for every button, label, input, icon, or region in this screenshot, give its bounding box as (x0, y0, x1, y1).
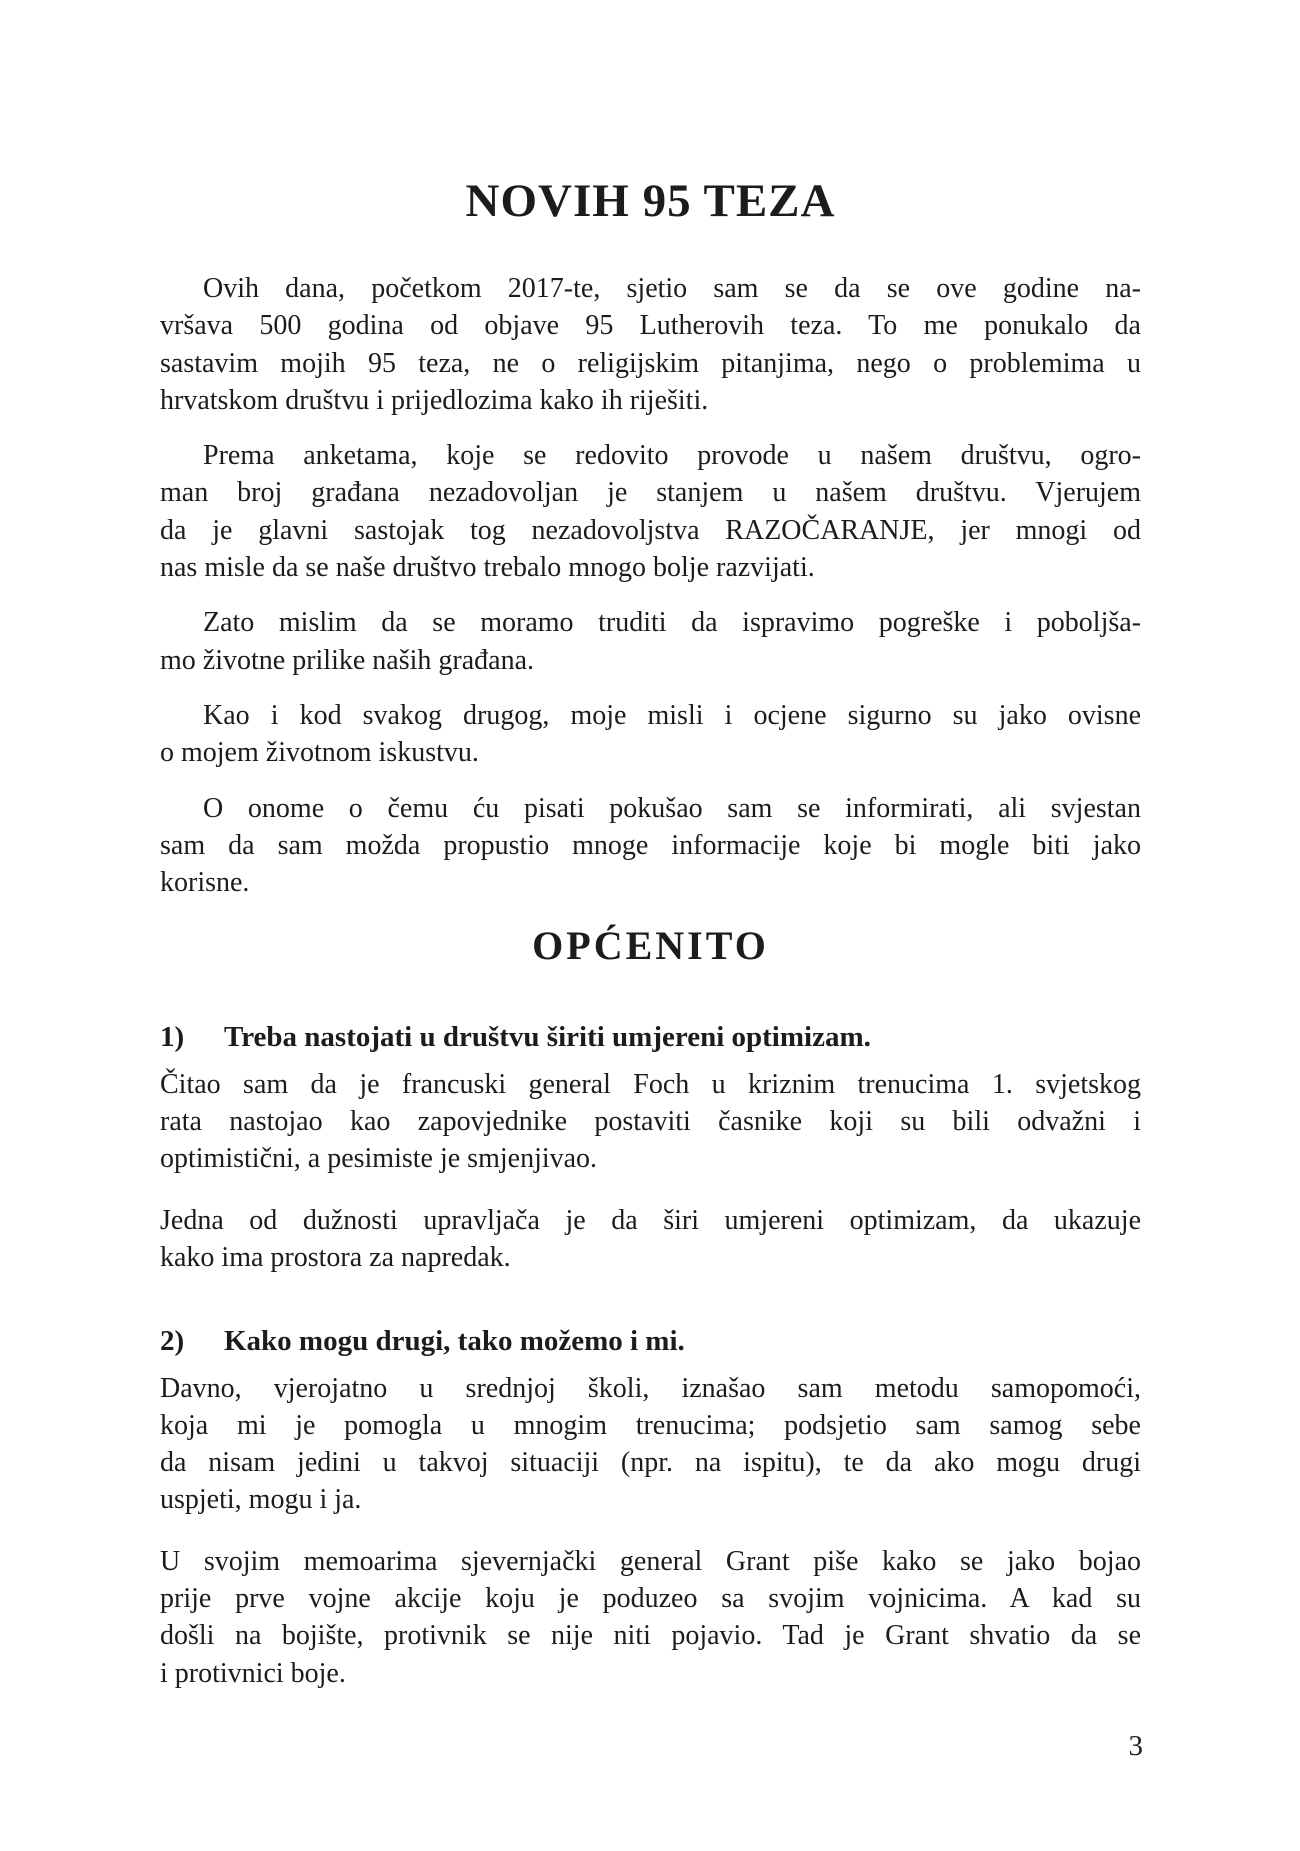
text-line: sastavim mojih 95 teza, ne o religijskim pitanjima, nego o problemima u (160, 347, 1141, 379)
thesis-section (160, 1323, 1141, 1692)
text-line: i protivnici boje. (160, 1657, 346, 1689)
paragraph (160, 1370, 1141, 1519)
theses-list (160, 1019, 1141, 1691)
paragraph (160, 270, 1141, 419)
thesis-title: Kako mogu drugi, tako možemo i mi. (224, 1325, 685, 1358)
text-line: prije prve vojne akcije koju je poduzeo sa svojim vojnicima. A kad su (160, 1583, 1141, 1615)
paragraph (160, 1202, 1141, 1277)
thesis-heading (160, 1019, 1141, 1056)
text-line: uspjeti, mogu i ja. (160, 1484, 362, 1516)
paragraph (160, 790, 1141, 902)
text-block (160, 0, 1141, 1692)
text-line: o mojem životnom iskustvu. (160, 737, 479, 769)
thesis-number: 2) (160, 1325, 185, 1358)
text-line: Ovih dana, početkom 2017-te, sjetio sam se da se ove godine na- (203, 273, 1141, 304)
paragraph (160, 604, 1141, 679)
text-line: korisne. (160, 867, 250, 899)
text-line: man broj građana nezadovoljan je stanjem u našem društvu. Vjerujem (160, 477, 1141, 509)
text-line: koja mi je pomogla u mnogim trenucima; podsjetio sam samog sebe (160, 1409, 1141, 1441)
thesis-heading (160, 1323, 1141, 1360)
text-line: došli na bojište, protivnik se nije niti pojavio. Tad je Grant shvatio da se (160, 1620, 1141, 1652)
text-line: Kao i kod svakog drugog, moje misli i ocjene sigurno su jako ovisne (203, 699, 1141, 731)
paragraph (160, 697, 1141, 772)
text-line: sam da sam možda propustio mnoge informacije koje bi mogle biti jako (160, 829, 1141, 861)
text-line: hrvatskom društvu i prijedlozima kako ih riješiti. (160, 384, 709, 416)
text-line: U svojim memoarima sjevernjački general Grant piše kako se jako bojao (160, 1545, 1141, 1577)
page-title: NOVIH 95 TEZA (465, 175, 836, 227)
text-line: da nisam jedini u takvoj situaciji (npr. na ispitu), te da ako mogu drugi (160, 1447, 1141, 1479)
paragraph (160, 1066, 1141, 1178)
text-line: Čitao sam da je francuski general Foch u kriznim trenucima 1. svjetskog (160, 1068, 1141, 1100)
thesis-number: 1) (160, 1021, 185, 1054)
paragraph (160, 1543, 1141, 1692)
page-number: 3 (1128, 1730, 1143, 1762)
paragraph (160, 437, 1141, 586)
text-line: Davno, vjerojatno u srednjoj školi, iznašao sam metodu samopomoći, (160, 1372, 1141, 1404)
text-line: kako ima prostora za napredak. (160, 1241, 511, 1273)
text-line: Zato mislim da se moramo truditi da ispravimo pogreške i poboljša- (203, 607, 1141, 639)
section-heading: OPĆENITO (532, 923, 769, 969)
text-line: Prema anketama, koje se redovito provode u našem društvu, ogro- (203, 440, 1141, 472)
text-line: Jedna od dužnosti upravljača je da širi umjereni optimizam, da ukazuje (160, 1204, 1141, 1236)
text-line: optimistični, a pesimiste je smjenjivao. (160, 1143, 598, 1175)
text-line: da je glavni sastojak tog nezadovoljstva RAZOČARANJE, jer mnogi od (160, 514, 1141, 546)
text-line: nas misle da se naše društvo trebalo mnogo bolje razvijati. (160, 552, 815, 584)
intro-paragraphs (160, 270, 1141, 901)
thesis-section (160, 1019, 1141, 1276)
thesis-title: Treba nastojati u društvu širiti umjereni optimizam. (224, 1021, 871, 1054)
text-line: vršava 500 godina od objave 95 Lutherovih teza. To me ponukalo da (160, 310, 1141, 342)
text-line: O onome o čemu ću pisati pokušao sam se informirati, ali svjestan (203, 792, 1141, 824)
text-line: mo životne prilike naših građana. (160, 644, 534, 676)
text-line: rata nastojao kao zapovjednike postaviti časnike koji su bili odvažni i (160, 1106, 1141, 1138)
